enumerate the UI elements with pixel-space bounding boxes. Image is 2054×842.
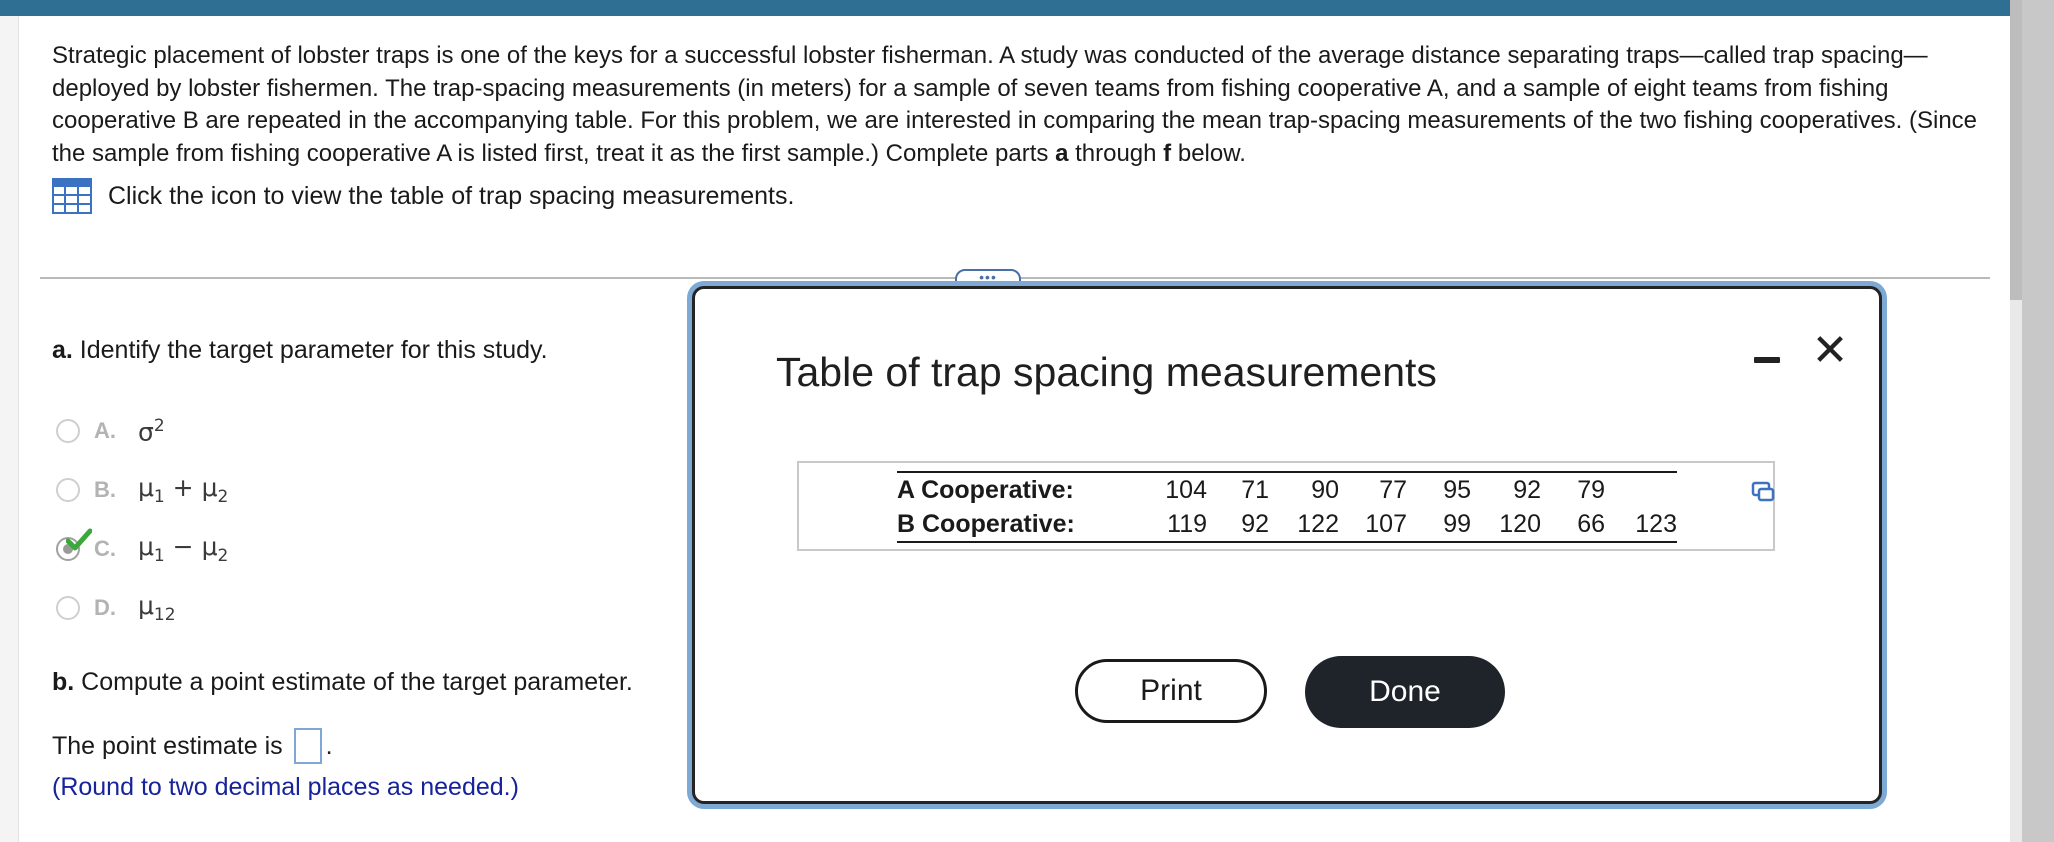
table-cell: 120 (1499, 509, 1541, 538)
option-b-letter: B. (94, 477, 116, 502)
option-d-letter: D. (94, 595, 116, 620)
option-c-math: $\mu_1 - \mu_2$ (138, 532, 229, 566)
option-d-radio[interactable] (56, 596, 80, 620)
point-estimate-row (52, 728, 333, 764)
table-cell: 92 (1513, 475, 1541, 504)
table-cell: 104 (1165, 475, 1207, 504)
row-label: A Cooperative: (897, 475, 1074, 504)
table-cell: 122 (1297, 509, 1339, 538)
table-cell: 79 (1577, 475, 1605, 504)
table-cell: 99 (1443, 509, 1471, 538)
done-button[interactable]: Done (1305, 656, 1505, 728)
print-button[interactable]: Print (1075, 659, 1267, 723)
table-cell: 66 (1577, 509, 1605, 538)
checkmark-icon (66, 528, 92, 552)
row-label: B Cooperative: (897, 509, 1075, 538)
option-a-radio[interactable] (56, 419, 80, 443)
close-icon[interactable]: ✕ (1811, 326, 1849, 375)
option-b[interactable] (56, 473, 228, 507)
table-row (897, 472, 1677, 507)
question-a-prompt: a. Identify the target parameter for this study. (52, 336, 548, 364)
table-cell: 119 (1167, 509, 1207, 538)
copy-icon[interactable] (1751, 481, 1775, 503)
trap-spacing-dialog (692, 286, 1882, 804)
minimize-icon[interactable] (1752, 345, 1782, 375)
top-bar (0, 0, 2010, 16)
table-icon[interactable] (52, 178, 92, 214)
table-row (897, 507, 1677, 542)
point-estimate-label: The point estimate is (52, 731, 290, 760)
option-a-math: $\sigma^2$ (138, 415, 165, 447)
question-b-prompt: b. Compute a point estimate of the target parameter. (52, 668, 633, 696)
left-edge (0, 16, 19, 842)
scrollbar-thumb[interactable] (2010, 0, 2022, 300)
table-cell: 71 (1241, 475, 1269, 504)
dialog-title: Table of trap spacing measurements (776, 349, 1437, 395)
view-table-text[interactable]: Click the icon to view the table of trap spacing measurements. (108, 181, 795, 210)
option-d-math: $\mu_{12}$ (138, 591, 176, 625)
more-button[interactable]: ••• (955, 269, 1021, 291)
table-cell: 123 (1635, 509, 1677, 538)
option-b-math: $\mu_1 + \mu_2$ (138, 473, 229, 507)
table-cell: 95 (1443, 475, 1471, 504)
point-estimate-input[interactable] (294, 728, 322, 764)
right-panel-edge (2022, 0, 2054, 842)
rounding-note: (Round to two decimal places as needed.) (52, 773, 519, 801)
option-a[interactable] (56, 414, 165, 448)
table-cell: 107 (1365, 509, 1407, 538)
trap-spacing-table (897, 471, 1677, 543)
option-d[interactable] (56, 591, 176, 625)
data-table-frame (797, 461, 1775, 551)
table-cell: 90 (1311, 475, 1339, 504)
option-b-radio[interactable] (56, 478, 80, 502)
view-table-link[interactable] (52, 178, 794, 214)
problem-statement: Strategic placement of lobster traps is one of the keys for a successful lobster fisherman. A study was conducted of the average distance separating traps—called trap spacing—deployed by lobster fishermen. The trap-spacing measurements (in meters) for a sample of seven teams from fishing cooperative A, and a sample of eight teams from fishing cooperative B are repeated in the accompanying table. For this problem, we are interested in comparing the mean trap-spacing measurements of the two fishing cooperatives. (Since the sample from fishing cooperative A is listed first, treat it as the first sample.) Complete parts a through f below. (52, 42, 1978, 167)
option-a-letter: A. (94, 418, 116, 443)
table-cell (1605, 472, 1677, 507)
table-cell: 92 (1241, 509, 1269, 538)
point-estimate-suffix: . (325, 731, 333, 760)
table-cell: 77 (1379, 475, 1407, 504)
option-c-letter: C. (94, 536, 116, 561)
